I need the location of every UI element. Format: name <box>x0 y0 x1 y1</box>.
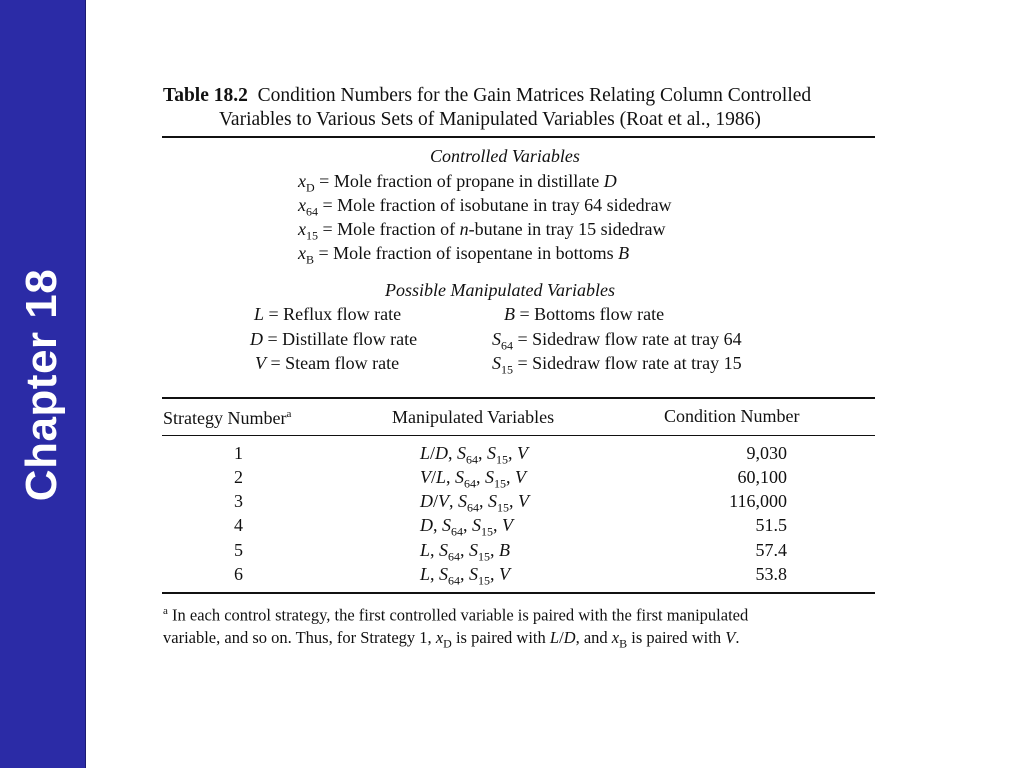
manipulated-heading: Possible Manipulated Variables <box>385 280 615 300</box>
chapter-title: Chapter 18 <box>17 268 66 502</box>
sidebar-divider <box>85 0 86 768</box>
condition-number: 60,100 <box>737 467 787 487</box>
manipulated-set: D, $S_{64}$, $S_{15}$, V <box>420 515 513 539</box>
col-manipulated: Manipulated Variables <box>392 407 555 427</box>
manipulated-set: L, $S_{64}$, $S_{15}$, V <box>420 564 511 588</box>
condition-number: 116,000 <box>729 491 787 511</box>
rule-bottom <box>162 592 875 594</box>
controlled-var-x64: $x_{64}$ = Mole fraction of isobutane in tray 64 sidedraw <box>298 195 672 219</box>
manip-var-s64: $S_{64}$ = Sidedraw flow rate at tray 64 <box>492 329 742 353</box>
strategy-number: 4 <box>234 515 243 535</box>
col-condition: Condition Number <box>664 406 800 426</box>
rule-top <box>162 136 875 138</box>
controlled-var-xd: $x_D$ = Mole fraction of propane in distillate D <box>298 171 617 195</box>
rule-header-bottom <box>162 435 875 436</box>
manipulated-set: D/V, $S_{64}$, $S_{15}$, V <box>420 491 530 515</box>
strategy-number: 3 <box>234 491 243 511</box>
manip-var-b: B = Bottoms flow rate <box>504 304 665 324</box>
manip-var-l: L = Reflux flow rate <box>254 304 402 324</box>
strategy-number: 6 <box>234 564 243 584</box>
chapter-sidebar <box>0 0 85 768</box>
manip-var-d: D = Distillate flow rate <box>250 329 418 349</box>
table-caption <box>163 84 811 132</box>
controlled-heading: Controlled Variables <box>430 146 580 166</box>
manipulated-set: L/D, $S_{64}$, $S_{15}$, V <box>420 443 529 467</box>
strategy-number: 5 <box>234 540 243 560</box>
strategy-number: 2 <box>234 467 243 487</box>
col-strategy: Strategy Number$^a$ <box>163 408 292 428</box>
rule-header-top <box>162 397 875 399</box>
strategy-number: 1 <box>234 443 243 463</box>
manipulated-set: L, $S_{64}$, $S_{15}$, B <box>420 540 511 564</box>
manip-var-v: V = Steam flow rate <box>255 353 400 373</box>
condition-number: 9,030 <box>746 443 787 463</box>
table-title-line2: Variables to Various Sets of Manipulated Variables (Roat et al., 1986) <box>219 109 761 130</box>
condition-number: 57.4 <box>755 540 787 560</box>
manip-var-s15: $S_{15}$ = Sidedraw flow rate at tray 15 <box>492 353 742 377</box>
table-title-line1: Condition Numbers for the Gain Matrices Relating Column Controlled <box>257 85 812 106</box>
table-label: Table 18.2 <box>163 85 248 106</box>
manipulated-set: V/L, $S_{64}$, $S_{15}$, V <box>420 467 527 491</box>
condition-number: 51.5 <box>755 515 787 535</box>
condition-number: 53.8 <box>755 564 787 584</box>
footnote: $^a$ In each control strategy, the first controlled variable is paired with the first manipulated variable, and so on. Thus, for Strategy 1, $x_D$ is paired with L/D, and $x_B$ is paired with V. <box>163 605 749 650</box>
controlled-var-x15: $x_{15}$ = Mole fraction of n-butane in tray 15 sidedraw <box>298 219 666 243</box>
controlled-var-xb: $x_B$ = Mole fraction of isopentane in bottoms B <box>298 243 630 267</box>
